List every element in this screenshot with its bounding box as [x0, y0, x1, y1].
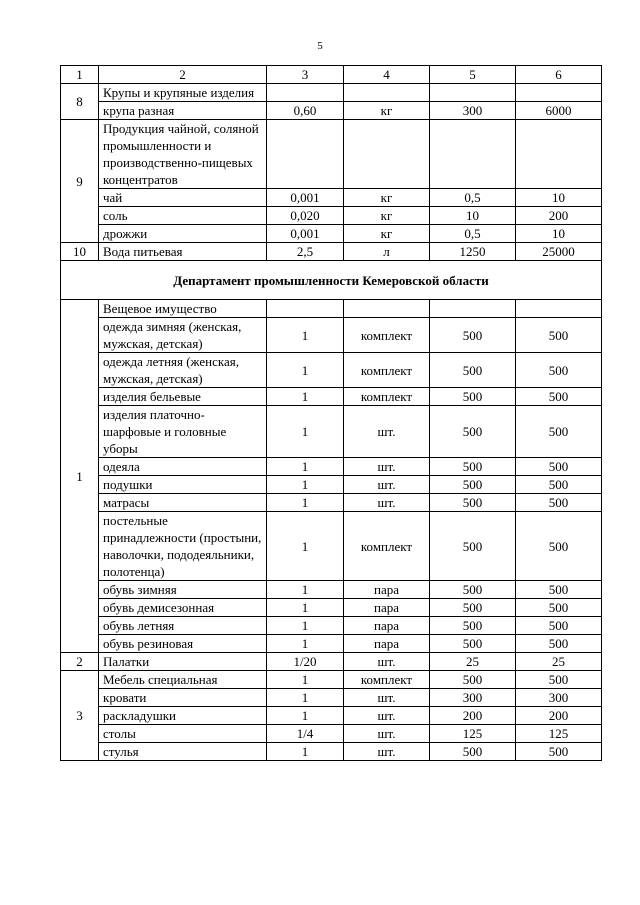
table-row: [61, 458, 602, 476]
item-norm: 1: [267, 388, 344, 406]
item-name: обувь демисезонная: [99, 599, 267, 617]
item-name: крупа разная: [99, 102, 267, 120]
item-name: столы: [99, 725, 267, 743]
group-title: Крупы и крупяные изделия: [99, 84, 267, 102]
item-col5: 0,5: [430, 189, 516, 207]
table-row: [61, 84, 602, 102]
item-norm: 1: [267, 707, 344, 725]
supply-norms-table: [60, 65, 602, 761]
table-row: [61, 243, 602, 261]
item-norm: 1: [267, 671, 344, 689]
table-row: [61, 635, 602, 653]
item-norm: 0,001: [267, 189, 344, 207]
item-name: подушки: [99, 476, 267, 494]
item-col5: 0,5: [430, 225, 516, 243]
item-col6: 500: [516, 458, 602, 476]
item-norm: 2,5: [267, 243, 344, 261]
item-col6: 500: [516, 617, 602, 635]
table-row: [61, 102, 602, 120]
item-name: одежда летняя (женская, мужская, детская): [99, 353, 267, 388]
item-col5: 500: [430, 581, 516, 599]
item-unit: шт.: [344, 458, 430, 476]
item-norm: 1: [267, 458, 344, 476]
item-unit: комплект: [344, 671, 430, 689]
department-row: [61, 261, 602, 300]
item-col5: 500: [430, 458, 516, 476]
table-row: [61, 494, 602, 512]
item-name: стулья: [99, 743, 267, 761]
item-unit: комплект: [344, 318, 430, 353]
item-name: обувь резиновая: [99, 635, 267, 653]
item-col5: 1250: [430, 243, 516, 261]
item-unit: л: [344, 243, 430, 261]
item-unit: шт.: [344, 743, 430, 761]
table-row: [61, 599, 602, 617]
table-row: [61, 707, 602, 725]
row-number: 3: [61, 671, 99, 761]
item-unit: пара: [344, 617, 430, 635]
item-col6: 300: [516, 689, 602, 707]
item-norm: 1: [267, 318, 344, 353]
group-title: Вещевое имущество: [99, 300, 267, 318]
item-norm: 0,001: [267, 225, 344, 243]
page-number: 5: [317, 40, 323, 52]
table-row: [61, 725, 602, 743]
item-name: обувь зимняя: [99, 581, 267, 599]
item-unit: кг: [344, 207, 430, 225]
item-norm: 1: [267, 476, 344, 494]
item-unit: шт.: [344, 707, 430, 725]
header-cell: 1: [61, 66, 99, 84]
item-unit: пара: [344, 635, 430, 653]
item-col5: 500: [430, 635, 516, 653]
item-col6: 125: [516, 725, 602, 743]
item-col6: 500: [516, 406, 602, 458]
item-norm: 1/20: [267, 653, 344, 671]
item-col5: 25: [430, 653, 516, 671]
item-name: изделия платочно-шарфовые и головные уборы: [99, 406, 267, 458]
item-col6: 500: [516, 599, 602, 617]
item-col6: 25000: [516, 243, 602, 261]
item-unit: шт.: [344, 689, 430, 707]
item-unit: комплект: [344, 388, 430, 406]
table-row: [61, 476, 602, 494]
header-cell: 6: [516, 66, 602, 84]
table-row: [61, 743, 602, 761]
header-row: [61, 66, 602, 84]
table-row: [61, 671, 602, 689]
item-unit: шт.: [344, 476, 430, 494]
item-norm: 1: [267, 635, 344, 653]
table-row: [61, 318, 602, 353]
table-row: [61, 353, 602, 388]
table-row: [61, 617, 602, 635]
item-col5: 500: [430, 617, 516, 635]
item-col6: 10: [516, 225, 602, 243]
item-col5: 200: [430, 707, 516, 725]
table-row: [61, 581, 602, 599]
item-norm: 1: [267, 617, 344, 635]
item-name: Вода питьевая: [99, 243, 267, 261]
item-unit: пара: [344, 581, 430, 599]
item-col5: 500: [430, 671, 516, 689]
item-unit: шт.: [344, 406, 430, 458]
item-col6: 500: [516, 494, 602, 512]
item-col5: 300: [430, 689, 516, 707]
row-number: 10: [61, 243, 99, 261]
item-name: кровати: [99, 689, 267, 707]
row-number: 2: [61, 653, 99, 671]
item-unit: шт.: [344, 494, 430, 512]
item-col5: 500: [430, 318, 516, 353]
item-col5: 500: [430, 353, 516, 388]
item-unit: шт.: [344, 653, 430, 671]
item-col6: 500: [516, 635, 602, 653]
item-unit: пара: [344, 599, 430, 617]
item-unit: комплект: [344, 512, 430, 581]
item-unit: комплект: [344, 353, 430, 388]
item-col6: 500: [516, 581, 602, 599]
item-col5: 500: [430, 512, 516, 581]
item-col5: 10: [430, 207, 516, 225]
item-unit: кг: [344, 102, 430, 120]
item-name: постельные принадлежности (простыни, наволочки, пододеяльники, полотенца): [99, 512, 267, 581]
item-col5: 125: [430, 725, 516, 743]
item-unit: кг: [344, 225, 430, 243]
header-cell: 4: [344, 66, 430, 84]
item-name: одеяла: [99, 458, 267, 476]
item-name: дрожжи: [99, 225, 267, 243]
item-col5: 500: [430, 388, 516, 406]
item-col6: 500: [516, 671, 602, 689]
row-number: 8: [61, 84, 99, 120]
item-col5: 500: [430, 494, 516, 512]
item-norm: 1: [267, 494, 344, 512]
table-row: [61, 406, 602, 458]
item-col5: 500: [430, 476, 516, 494]
item-col6: 500: [516, 512, 602, 581]
item-col5: 500: [430, 406, 516, 458]
item-col5: 500: [430, 599, 516, 617]
header-cell: 5: [430, 66, 516, 84]
department-heading: Департамент промышленности Кемеровской области: [61, 261, 602, 300]
item-col6: 6000: [516, 102, 602, 120]
item-norm: 1: [267, 581, 344, 599]
item-norm: 1: [267, 512, 344, 581]
item-name: изделия бельевые: [99, 388, 267, 406]
table-row: [61, 512, 602, 581]
item-norm: 0,020: [267, 207, 344, 225]
table-row: [61, 120, 602, 189]
row-number: 1: [61, 300, 99, 653]
item-name: Мебель специальная: [99, 671, 267, 689]
item-name: соль: [99, 207, 267, 225]
item-name: матрасы: [99, 494, 267, 512]
item-unit: шт.: [344, 725, 430, 743]
header-cell: 3: [267, 66, 344, 84]
table-row: [61, 207, 602, 225]
table-row: [61, 689, 602, 707]
item-norm: 1: [267, 743, 344, 761]
item-unit: кг: [344, 189, 430, 207]
item-col6: 500: [516, 743, 602, 761]
header-cell: 2: [99, 66, 267, 84]
item-norm: 1: [267, 689, 344, 707]
item-name: чай: [99, 189, 267, 207]
table-row: [61, 388, 602, 406]
item-col6: 500: [516, 388, 602, 406]
item-col6: 200: [516, 207, 602, 225]
table-row: [61, 300, 602, 318]
group-title: Продукция чайной, соляной промышленности и производственно-пищевых концентратов: [99, 120, 267, 189]
item-norm: 1: [267, 406, 344, 458]
item-norm: 1/4: [267, 725, 344, 743]
item-norm: 0,60: [267, 102, 344, 120]
item-norm: 1: [267, 599, 344, 617]
table-row: [61, 225, 602, 243]
table-row: [61, 653, 602, 671]
item-col6: 10: [516, 189, 602, 207]
table-row: [61, 189, 602, 207]
item-col6: 500: [516, 353, 602, 388]
item-col5: 300: [430, 102, 516, 120]
item-col6: 200: [516, 707, 602, 725]
row-number: 9: [61, 120, 99, 243]
item-col6: 500: [516, 476, 602, 494]
item-col6: 500: [516, 318, 602, 353]
item-col5: 500: [430, 743, 516, 761]
item-name: Палатки: [99, 653, 267, 671]
item-col6: 25: [516, 653, 602, 671]
item-name: обувь летняя: [99, 617, 267, 635]
item-name: одежда зимняя (женская, мужская, детская): [99, 318, 267, 353]
item-name: раскладушки: [99, 707, 267, 725]
item-norm: 1: [267, 353, 344, 388]
